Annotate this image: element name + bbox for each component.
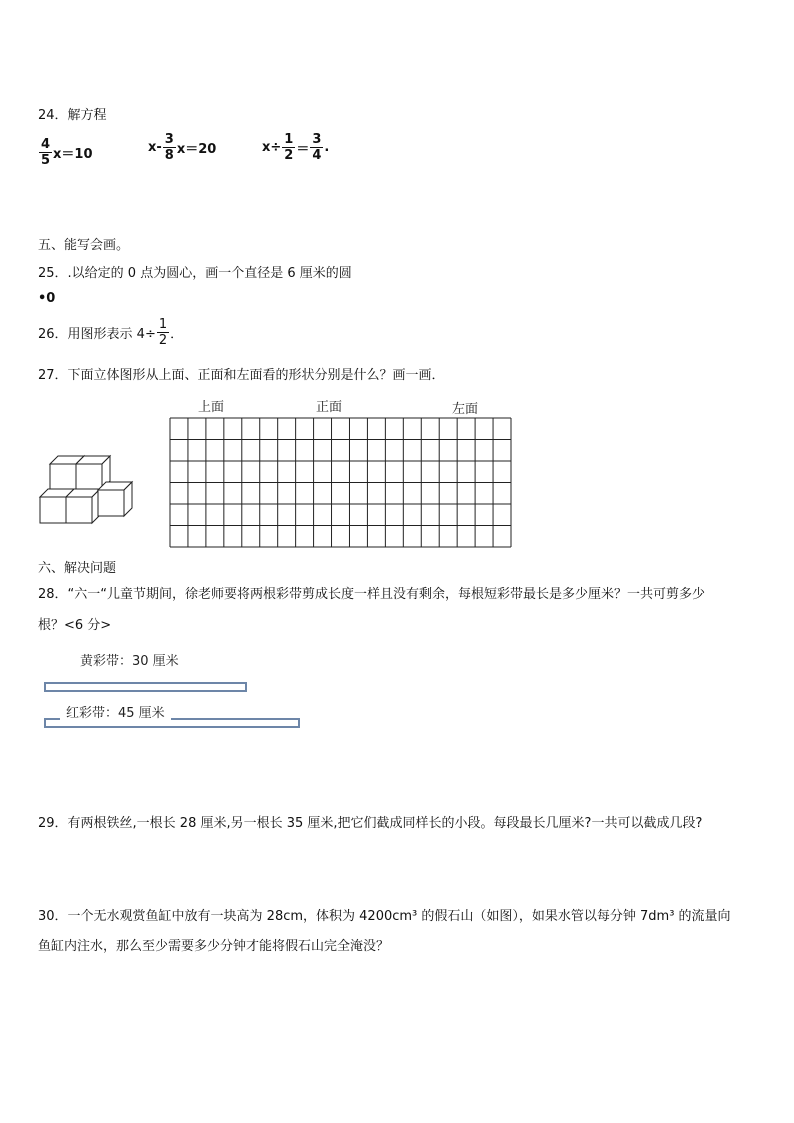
fraction: $\frac{1}{2}$ [284,132,294,163]
equation-3: x÷ $\frac{1}{2}$ ＝ $\frac{3}{4}$ . [262,132,330,163]
drawing-grid[interactable] [169,417,512,548]
red-ribbon-label: 红彩带：45 厘米 [60,702,171,721]
yellow-ribbon [44,682,247,692]
q30-line1: 30．一个无水观赏鱼缸中放有一块高为 28cm，体积为 4200cm³ 的假石山（如图），如果水管以每分钟 7dm³ 的流量向 [38,909,731,924]
q26-line: 26．用图形表示 4÷ $\frac{1}{2}$ ． [38,317,184,348]
label-left-view: 左面 [452,402,479,417]
section6-title: 六、解决问题 [38,561,117,576]
q30-line2: 鱼缸内注水，那么至少需要多少分钟才能将假石山完全淹没？ [38,939,390,954]
q28-line2: 根？<6 分> [38,618,112,633]
equation-1: $\frac{4}{5}$ x＝10 [41,137,93,168]
q24-title: 24．解方程 [38,108,107,123]
section5-title: 五、能写会画。 [38,238,130,253]
fraction: $\frac{1}{2}$ [158,317,168,348]
yellow-ribbon-label: 黄彩带：30 厘米 [80,654,179,669]
q27-title: 27．下面立体图形从上面、正面和左面看的形状分别是什么？画一画． [38,368,445,383]
label-top-view: 上面 [198,400,225,415]
fraction: $\frac{3}{4}$ [312,132,322,163]
fraction: $\frac{3}{8}$ [164,132,174,163]
label-front-view: 正面 [316,400,343,415]
fraction: $\frac{4}{5}$ [41,137,51,168]
stacked-cubes-figure [36,452,136,527]
q29-text: 29．有两根铁丝,一根长 28 厘米,另一根长 35 厘米,把它们截成同样长的小段。每段最长几厘米?一共可以截成几段? [38,816,703,831]
q25-point: •0 [38,291,56,306]
q25-title: 25．.以给定的 0 点为圆心，画一个直径是 6 厘米的圆 [38,266,352,281]
q28-line1: 28．“六一“儿童节期间，徐老师要将两根彩带剪成长度一样且没有剩余，每根短彩带最长是多少厘米？一共可剪多少 [38,587,706,602]
equation-2: x- $\frac{3}{8}$ x＝20 [148,132,217,163]
